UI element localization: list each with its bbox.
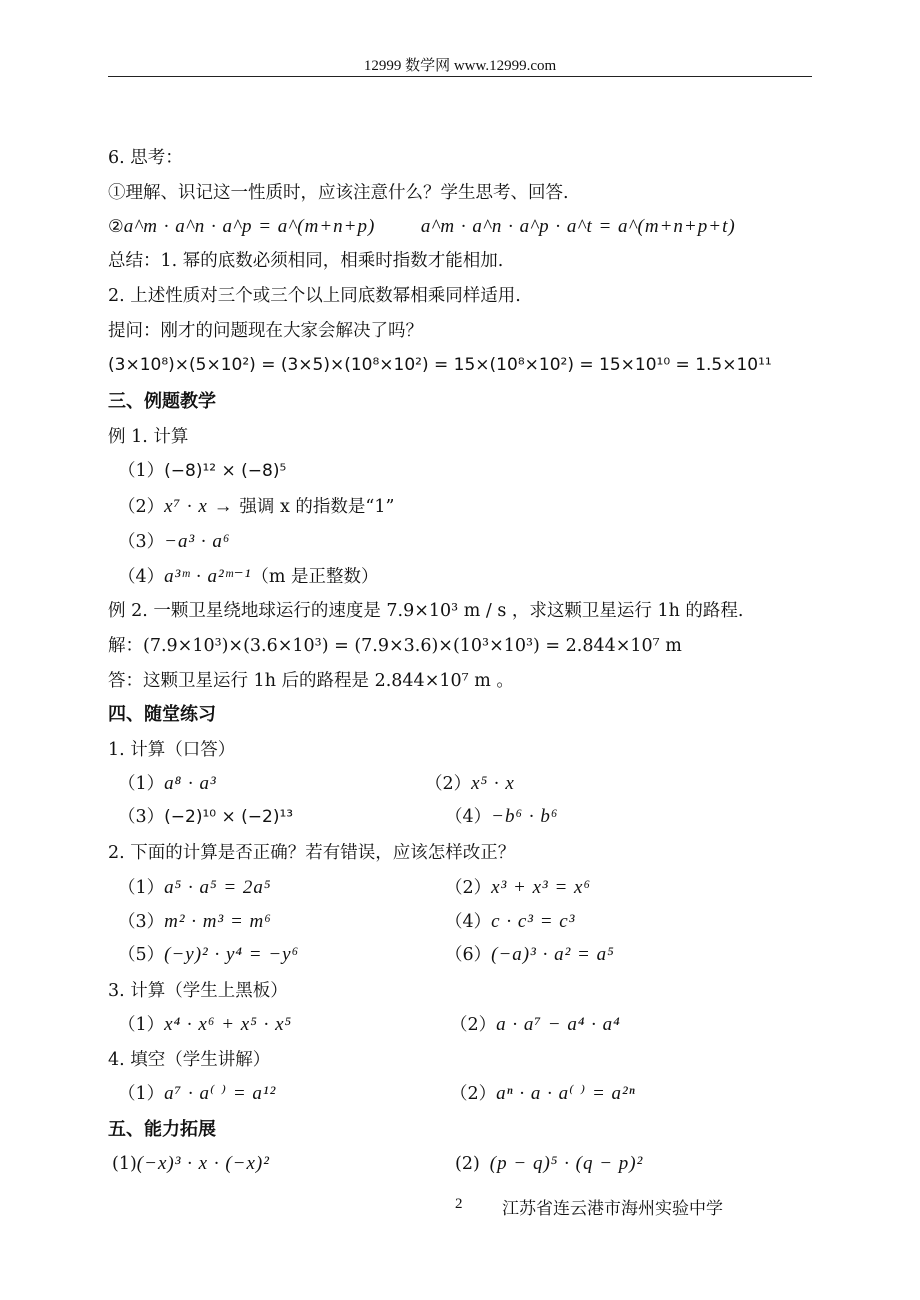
item-label: （2） bbox=[450, 1084, 497, 1104]
item-note: （m 是正整数） bbox=[251, 567, 379, 587]
example-1-item-1 bbox=[118, 458, 286, 484]
section-4-title: 四、随堂练习 bbox=[108, 704, 216, 725]
example-1-item-3 bbox=[118, 529, 231, 555]
item-expr: x⁴ · x⁶ + x⁵ · x⁵ bbox=[164, 1014, 293, 1035]
item-expr: a⁷ · a⁽ ⁾ = a¹² bbox=[164, 1083, 277, 1104]
item-label: （5） bbox=[118, 945, 165, 965]
example-1-title: 例 1. 计算 bbox=[108, 427, 189, 447]
practice-1-title: 1. 计算（口答） bbox=[108, 740, 236, 760]
item-label: (1) bbox=[112, 1154, 137, 1174]
item-label: （2） bbox=[450, 1015, 497, 1035]
school-name: 江苏省连云港市海州实验中学 bbox=[502, 1199, 723, 1219]
item-label: （2） bbox=[445, 878, 492, 898]
item-label: （1） bbox=[118, 461, 165, 481]
item-label: （3） bbox=[118, 807, 165, 827]
extension-item-2 bbox=[455, 1151, 643, 1177]
page-number: 2 bbox=[455, 1196, 463, 1212]
item-expr: m² · m³ = m⁶ bbox=[164, 911, 272, 932]
item-label: (2) bbox=[455, 1154, 480, 1174]
item-label: （3） bbox=[118, 532, 165, 552]
practice-2-item-3 bbox=[118, 909, 272, 935]
header-rule bbox=[108, 76, 812, 77]
item-expr: (−8)¹² × (−8)⁵ bbox=[164, 461, 287, 481]
item-expr: (p − q)⁵ · (q − p)² bbox=[489, 1153, 644, 1174]
example-1-item-4 bbox=[118, 564, 379, 590]
practice-4-item-1 bbox=[118, 1081, 276, 1107]
item-label: （4） bbox=[445, 807, 492, 827]
item-label: （1） bbox=[118, 1015, 165, 1035]
section-3-title: 三、例题教学 bbox=[108, 391, 216, 412]
item-note: 强调 x 的指数是“1” bbox=[239, 497, 395, 517]
item-expr: a⁸ · a³ bbox=[164, 773, 217, 794]
item-expr: a · a⁷ − a⁴ · a⁴ bbox=[496, 1014, 621, 1035]
think-title: 6. 思考： bbox=[108, 148, 183, 168]
item-expr: x³ + x³ = x⁶ bbox=[491, 877, 592, 898]
practice-2-item-5 bbox=[118, 942, 299, 968]
item-expr: a³ᵐ · a²ᵐ⁻¹ bbox=[164, 566, 252, 587]
item-label: （1） bbox=[118, 774, 165, 794]
item-label: （4） bbox=[445, 912, 492, 932]
practice-1-item-4 bbox=[445, 804, 558, 830]
example-2-title: 例 2. 一颗卫星绕地球运行的速度是 7.9×10³ m / s ，求这颗卫星运行 1h 的路程. bbox=[108, 601, 744, 621]
practice-1-item-3 bbox=[118, 804, 293, 830]
practice-4-item-2 bbox=[450, 1081, 636, 1107]
item-expr: x⁵ · x bbox=[471, 773, 515, 794]
practice-2-item-4 bbox=[445, 909, 575, 935]
formula-power-rule-4: a^m · a^n · a^p · a^t = a^(m+n+p+t) bbox=[420, 216, 736, 237]
practice-2-title: 2. 下面的计算是否正确？若有错误，应该怎样改正？ bbox=[108, 843, 516, 863]
practice-1-item-1 bbox=[118, 771, 217, 797]
item-label: （4） bbox=[118, 567, 165, 587]
item-label: （6） bbox=[445, 945, 492, 965]
extension-item-1 bbox=[112, 1151, 270, 1177]
item-label: （3） bbox=[118, 912, 165, 932]
think-q2-label: ② bbox=[108, 217, 124, 237]
practice-4-title: 4. 填空（学生讲解） bbox=[108, 1050, 271, 1070]
item-expr: c · c³ = c³ bbox=[491, 911, 576, 932]
formula-power-rule-3: a^m · a^n · a^p = a^(m+n+p) bbox=[123, 216, 376, 237]
practice-1-item-2 bbox=[425, 771, 515, 797]
practice-3-item-2 bbox=[450, 1012, 621, 1038]
practice-2-item-6 bbox=[445, 942, 615, 968]
page-header: 12999 数学网 www.12999.com bbox=[363, 58, 557, 74]
example-2-answer: 答：这颗卫星运行 1h 后的路程是 2.844×10⁷ m 。 bbox=[108, 671, 514, 691]
practice-2-item-1 bbox=[118, 875, 272, 901]
item-expr: −a³ · a⁶ bbox=[164, 531, 231, 552]
item-expr: (−a)³ · a² = a⁵ bbox=[491, 944, 615, 965]
item-expr: x⁷ · x → bbox=[164, 496, 240, 517]
practice-3-title: 3. 计算（学生上黑板） bbox=[108, 981, 288, 1001]
item-expr: (−y)² · y⁴ = −y⁶ bbox=[164, 944, 300, 965]
item-expr: −b⁶ · b⁶ bbox=[491, 806, 559, 827]
think-q2 bbox=[108, 214, 736, 240]
item-expr: aⁿ · a · a⁽ ⁾ = a²ⁿ bbox=[496, 1083, 636, 1104]
item-label: （2） bbox=[118, 497, 165, 517]
question: 提问：刚才的问题现在大家会解决了吗？ bbox=[108, 321, 423, 341]
practice-2-item-2 bbox=[445, 875, 591, 901]
example-1-item-2 bbox=[118, 494, 394, 520]
item-expr: (−x)³ · x · (−x)² bbox=[136, 1153, 270, 1174]
practice-3-item-1 bbox=[118, 1012, 292, 1038]
item-expr: a⁵ · a⁵ = 2a⁵ bbox=[164, 877, 272, 898]
section-5-title: 五、能力拓展 bbox=[108, 1119, 216, 1140]
summary-1: 总结：1. 幂的底数必须相同，相乘时指数才能相加. bbox=[108, 251, 504, 271]
example-2-solution: 解：(7.9×10³)×(3.6×10³) = (7.9×3.6)×(10³×10³) = 2.844×10⁷ m bbox=[108, 636, 682, 656]
think-q1: ①理解、识记这一性质时，应该注意什么？学生思考、回答. bbox=[108, 183, 569, 203]
summary-2: 2. 上述性质对三个或三个以上同底数幂相乘同样适用. bbox=[108, 286, 521, 306]
item-label: （2） bbox=[425, 774, 472, 794]
item-label: （1） bbox=[118, 878, 165, 898]
item-label: （1） bbox=[118, 1084, 165, 1104]
item-expr: (−2)¹⁰ × (−2)¹³ bbox=[164, 807, 294, 827]
problem-solution: (3×10⁸)×(5×10²) = (3×5)×(10⁸×10²) = 15×(10⁸×10²) = 15×10¹⁰ = 1.5×10¹¹ bbox=[108, 355, 772, 375]
